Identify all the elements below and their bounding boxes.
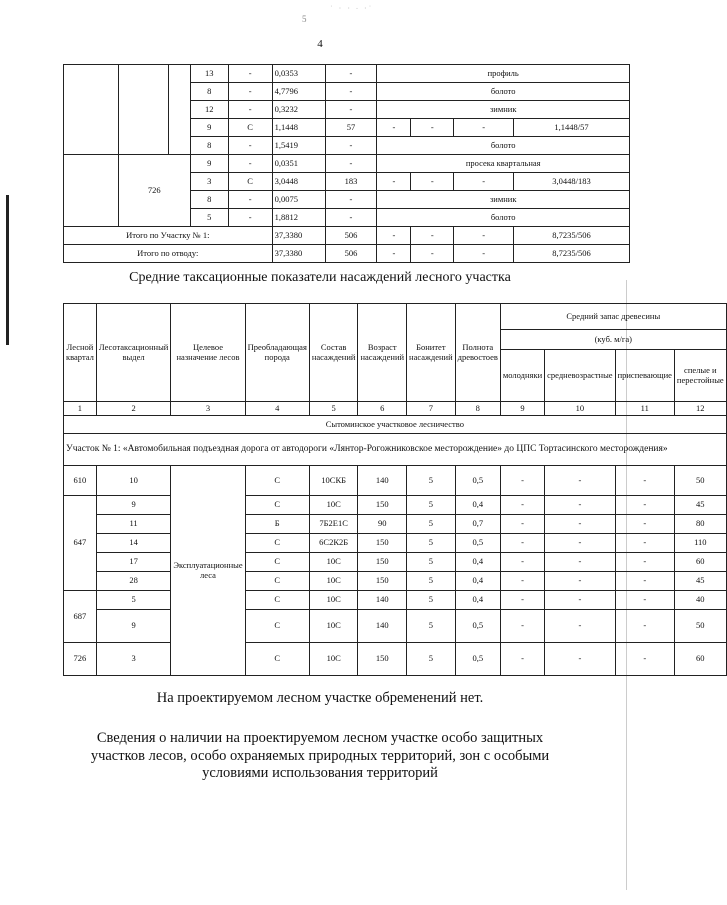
species-cell: -: [228, 209, 272, 227]
stock-middle-cell: -: [545, 591, 615, 610]
header-purpose: Целевое назначение лесов: [171, 304, 245, 402]
total-stock: 506: [325, 245, 377, 263]
quarter-cell: 687: [64, 591, 97, 643]
value-cell: -: [411, 119, 454, 137]
header-stock: Средний запас древесины: [500, 304, 726, 330]
stock-middle-cell: -: [545, 515, 615, 534]
vydel-cell: 8: [190, 137, 228, 155]
stock-mature-cell: 40: [674, 591, 726, 610]
total-row: [64, 227, 630, 245]
blank-cell: [64, 155, 119, 227]
density-cell: 0,4: [455, 553, 500, 572]
stock-premature-cell: -: [615, 553, 674, 572]
paragraph-encumbrance: На проектируемом лесном участке обременений нет.: [156, 690, 484, 706]
header-units: (куб. м/га): [500, 330, 726, 350]
bonitet-cell: 5: [407, 610, 456, 643]
bonitet-cell: 5: [407, 466, 456, 496]
note-cell: болото: [377, 137, 630, 155]
table-row: [64, 534, 727, 553]
table-row: [64, 553, 727, 572]
header-vydel: Лесотаксационный выдел: [96, 304, 170, 402]
species-cell: С: [245, 496, 309, 515]
age-cell: 150: [358, 496, 407, 515]
column-number: 9: [500, 402, 544, 416]
density-cell: 0,5: [455, 643, 500, 676]
stock-young-cell: -: [500, 515, 544, 534]
header-species: Преобладающая порода: [245, 304, 309, 402]
composition-cell: 10С: [309, 553, 358, 572]
quarter-cell: 726: [118, 155, 190, 227]
header-age: Возраст насаждений: [358, 304, 407, 402]
density-cell: 0,5: [455, 534, 500, 553]
stock-cell: -: [325, 65, 377, 83]
stock-mature-cell: 50: [674, 610, 726, 643]
age-cell: 140: [358, 591, 407, 610]
stock-cell: -: [325, 209, 377, 227]
quarter-cell: 610: [64, 466, 97, 496]
stock-mature-cell: 60: [674, 643, 726, 676]
stock-young-cell: -: [500, 591, 544, 610]
composition-cell: 10С: [309, 610, 358, 643]
column-number: 6: [358, 402, 407, 416]
note-cell: болото: [377, 209, 630, 227]
allotment-table: [63, 64, 630, 263]
stock-middle-cell: -: [545, 572, 615, 591]
vydel-cell: 28: [96, 572, 170, 591]
value-cell: 3,0448/183: [514, 173, 630, 191]
total-area: 37,3380: [272, 245, 325, 263]
total-area: 37,3380: [272, 227, 325, 245]
column-number: 12: [674, 402, 726, 416]
species-cell: -: [228, 65, 272, 83]
stock-premature-cell: -: [615, 572, 674, 591]
area-cell: 0,0353: [272, 65, 325, 83]
stock-young-cell: -: [500, 534, 544, 553]
total-label: Итого по отводу:: [64, 245, 273, 263]
column-number: 5: [309, 402, 358, 416]
species-cell: С: [245, 553, 309, 572]
section-heading: Средние таксационные показатели насаждений лесного участка: [129, 270, 511, 285]
stock-middle-cell: -: [545, 466, 615, 496]
vydel-cell: 5: [96, 591, 170, 610]
forestry-row: [64, 416, 727, 434]
vydel-cell: 3: [96, 643, 170, 676]
header-bonitet: Бонитет насаждений: [407, 304, 456, 402]
header-premature: приспевающие: [615, 350, 674, 402]
area-cell: 0,3232: [272, 101, 325, 119]
table-row: [64, 610, 727, 643]
density-cell: 0,4: [455, 496, 500, 515]
scan-noise: ˙ · · ∙ ·˙: [330, 4, 374, 13]
vydel-cell: 8: [190, 83, 228, 101]
value-cell: -: [454, 227, 514, 245]
stock-premature-cell: -: [615, 466, 674, 496]
composition-cell: 10С: [309, 591, 358, 610]
table-row: [64, 466, 727, 496]
vydel-cell: 11: [96, 515, 170, 534]
species-cell: -: [228, 137, 272, 155]
area-cell: 0,0075: [272, 191, 325, 209]
bonitet-cell: 5: [407, 591, 456, 610]
species-cell: С: [228, 173, 272, 191]
area-cell: 1,5419: [272, 137, 325, 155]
age-cell: 150: [358, 534, 407, 553]
value-cell: -: [411, 245, 454, 263]
taxation-table: [63, 303, 727, 676]
vydel-cell: 13: [190, 65, 228, 83]
vydel-cell: 9: [96, 610, 170, 643]
stock-premature-cell: -: [615, 534, 674, 553]
species-cell: С: [245, 643, 309, 676]
stock-mature-cell: 60: [674, 553, 726, 572]
blank-cell: [118, 65, 168, 155]
density-cell: 0,4: [455, 572, 500, 591]
species-cell: С: [245, 534, 309, 553]
blank-cell: [64, 65, 119, 155]
header-young: молодняки: [500, 350, 544, 402]
stock-premature-cell: -: [615, 591, 674, 610]
table-row: [64, 643, 727, 676]
vydel-cell: 10: [96, 466, 170, 496]
bonitet-cell: 5: [407, 553, 456, 572]
note-cell: профиль: [377, 65, 630, 83]
stock-young-cell: -: [500, 572, 544, 591]
value-cell: 1,1448/57: [514, 119, 630, 137]
value-cell: -: [411, 227, 454, 245]
age-cell: 140: [358, 610, 407, 643]
header-middle: средневозрастные: [545, 350, 615, 402]
density-cell: 0,5: [455, 466, 500, 496]
density-cell: 0,4: [455, 591, 500, 610]
stock-premature-cell: -: [615, 515, 674, 534]
column-number: 2: [96, 402, 170, 416]
stock-mature-cell: 50: [674, 466, 726, 496]
stock-cell: -: [325, 155, 377, 173]
age-cell: 90: [358, 515, 407, 534]
species-cell: -: [228, 191, 272, 209]
value-cell: -: [454, 173, 514, 191]
value-cell: -: [377, 245, 411, 263]
stock-middle-cell: -: [545, 496, 615, 515]
bonitet-cell: 5: [407, 496, 456, 515]
stock-cell: -: [325, 137, 377, 155]
stock-middle-cell: -: [545, 610, 615, 643]
number-row: [64, 402, 727, 416]
composition-cell: 7Б2Е1С: [309, 515, 358, 534]
vydel-cell: 12: [190, 101, 228, 119]
density-cell: 0,5: [455, 610, 500, 643]
stock-mature-cell: 110: [674, 534, 726, 553]
composition-cell: 10С: [309, 643, 358, 676]
stock-cell: -: [325, 101, 377, 119]
blank-cell: [168, 65, 190, 155]
stock-cell: 57: [325, 119, 377, 137]
column-number: 3: [171, 402, 245, 416]
note-cell: просека квартальная: [377, 155, 630, 173]
species-cell: С: [228, 119, 272, 137]
value-cell: 8,7235/506: [514, 227, 630, 245]
stock-young-cell: -: [500, 610, 544, 643]
page-number: 4: [317, 38, 323, 50]
note-cell: болото: [377, 83, 630, 101]
purpose-cell: Эксплуатационные леса: [171, 466, 245, 676]
stock-cell: 183: [325, 173, 377, 191]
species-cell: Б: [245, 515, 309, 534]
composition-cell: 6С2К2Б: [309, 534, 358, 553]
stamp-mark: 5: [302, 14, 307, 24]
quarter-cell: 726: [64, 643, 97, 676]
column-number: 4: [245, 402, 309, 416]
column-number: 8: [455, 402, 500, 416]
composition-cell: 10СКБ: [309, 466, 358, 496]
value-cell: -: [377, 227, 411, 245]
species-cell: С: [245, 466, 309, 496]
species-cell: -: [228, 155, 272, 173]
header-composition: Состав насаждений: [309, 304, 358, 402]
bonitet-cell: 5: [407, 643, 456, 676]
stock-young-cell: -: [500, 643, 544, 676]
table-row: [64, 496, 727, 515]
column-number: 1: [64, 402, 97, 416]
bonitet-cell: 5: [407, 572, 456, 591]
table-row: [64, 515, 727, 534]
value-cell: -: [411, 173, 454, 191]
age-cell: 150: [358, 572, 407, 591]
column-number: 7: [407, 402, 456, 416]
species-cell: -: [228, 83, 272, 101]
vydel-cell: 3: [190, 173, 228, 191]
value-cell: -: [454, 119, 514, 137]
table-row: [64, 572, 727, 591]
stock-premature-cell: -: [615, 610, 674, 643]
bonitet-cell: 5: [407, 534, 456, 553]
stock-mature-cell: 45: [674, 572, 726, 591]
vydel-cell: 14: [96, 534, 170, 553]
stock-cell: -: [325, 83, 377, 101]
note-cell: зимник: [377, 191, 630, 209]
vydel-cell: 17: [96, 553, 170, 572]
species-cell: С: [245, 610, 309, 643]
stock-middle-cell: -: [545, 643, 615, 676]
header-mature: спелые и перестойные: [674, 350, 726, 402]
area-cell: 0,0351: [272, 155, 325, 173]
table-row: [64, 155, 630, 173]
table-row: [64, 65, 630, 83]
stock-premature-cell: -: [615, 496, 674, 515]
note-cell: зимник: [377, 101, 630, 119]
area-cell: 4,7796: [272, 83, 325, 101]
species-cell: С: [245, 572, 309, 591]
stock-young-cell: -: [500, 466, 544, 496]
age-cell: 150: [358, 553, 407, 572]
vydel-cell: 8: [190, 191, 228, 209]
species-cell: -: [228, 101, 272, 119]
bonitet-cell: 5: [407, 515, 456, 534]
stock-middle-cell: -: [545, 534, 615, 553]
paragraph-protected-areas: Сведения о наличии на проектируемом лесном участке особо защитных участков лесов, особо охраняемых природных территорий, зон с особыми условиями использования территорий: [90, 730, 550, 782]
header-quarter: Лесной квартал: [64, 304, 97, 402]
age-cell: 150: [358, 643, 407, 676]
column-number: 11: [615, 402, 674, 416]
stock-young-cell: -: [500, 553, 544, 572]
total-label: Итого по Участку № 1:: [64, 227, 273, 245]
stock-young-cell: -: [500, 496, 544, 515]
header-density: Полнота древостоев: [455, 304, 500, 402]
forestry-name: Сытоминское участковое лесничество: [64, 416, 727, 434]
column-number: 10: [545, 402, 615, 416]
area-cell: 1,1448: [272, 119, 325, 137]
vydel-cell: 9: [96, 496, 170, 515]
stock-middle-cell: -: [545, 553, 615, 572]
species-cell: С: [245, 591, 309, 610]
stock-mature-cell: 80: [674, 515, 726, 534]
stock-mature-cell: 45: [674, 496, 726, 515]
plot-name: Участок № 1: «Автомобильная подъездная дорога от автодороги «Лянтор-Рогожниковское месторождение» до ЦПС Тортасинского месторождения»: [64, 434, 727, 466]
value-cell: 8,7235/506: [514, 245, 630, 263]
vydel-cell: 5: [190, 209, 228, 227]
density-cell: 0,7: [455, 515, 500, 534]
vydel-cell: 9: [190, 155, 228, 173]
value-cell: -: [377, 119, 411, 137]
total-stock: 506: [325, 227, 377, 245]
stock-premature-cell: -: [615, 643, 674, 676]
composition-cell: 10С: [309, 496, 358, 515]
value-cell: -: [454, 245, 514, 263]
table-row: [64, 591, 727, 610]
stock-cell: -: [325, 191, 377, 209]
area-cell: 1,8812: [272, 209, 325, 227]
age-cell: 140: [358, 466, 407, 496]
value-cell: -: [377, 173, 411, 191]
area-cell: 3,0448: [272, 173, 325, 191]
quarter-cell: 647: [64, 496, 97, 591]
composition-cell: 10С: [309, 572, 358, 591]
plot-row: [64, 434, 727, 466]
vydel-cell: 9: [190, 119, 228, 137]
total-row: [64, 245, 630, 263]
